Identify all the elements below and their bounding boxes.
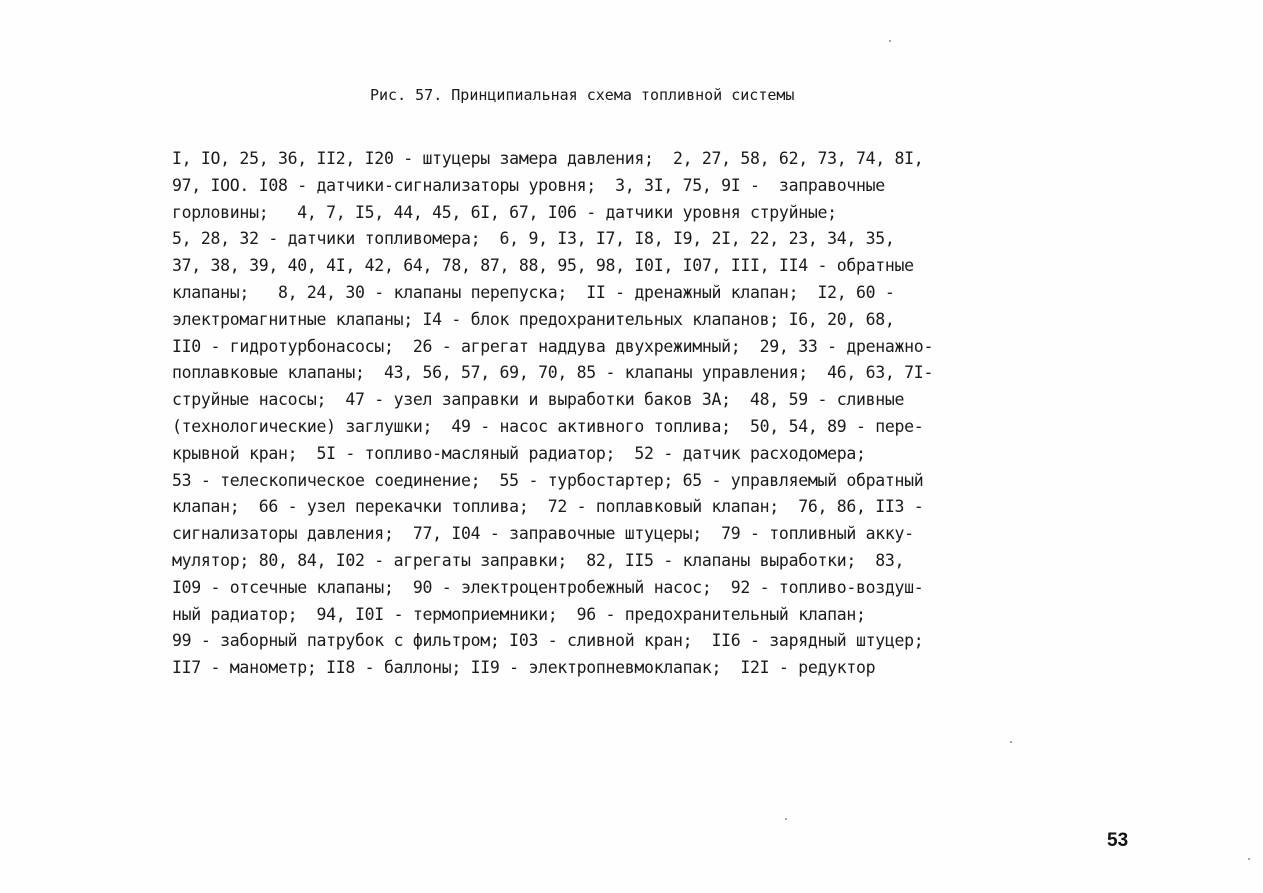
page-number: 53 — [1107, 830, 1129, 851]
legend-line-15: сигнализаторы давления; 77, I04 - заправочные штуцеры; 79 - топливный акку- — [172, 524, 914, 544]
figure-caption: Рис. 57. Принципиальная схема топливной системы — [370, 86, 795, 104]
legend-line-4: 5, 28, 32 - датчики топливомера; 6, 9, I3, I7, I8, I9, 2I, 22, 23, 34, 35, — [172, 229, 895, 249]
legend-line-18: ный радиатор; 94, I0I - термоприемники; 96 - предохранительный клапан; — [172, 604, 866, 624]
legend-line-14: клапан; 66 - узел перекачки топлива; 72 - поплавковый клапан; 76, 86, II3 - — [172, 497, 924, 517]
legend-line-2: 97, IOO. I08 - датчики-сигнализаторы уровня; 3, 3I, 75, 9I - заправочные — [172, 175, 885, 195]
legend-line-17: I09 - отсечные клапаны; 90 - электроцентробежный насос; 92 - топливо-воздуш- — [172, 577, 924, 597]
scan-speck — [889, 40, 891, 42]
legend-line-16: мулятор; 80, 84, I02 - агрегаты заправки; 82, II5 - клапаны выработки; 83, — [172, 550, 905, 570]
legend-line-6: клапаны; 8, 24, 30 - клапаны перепуска; II - дренажный клапан; I2, 60 - — [172, 282, 895, 302]
legend-line-9: поплавковые клапаны; 43, 56, 57, 69, 70, 85 - клапаны управления; 46, 63, 7I- — [172, 363, 934, 383]
scan-speck — [785, 818, 787, 820]
legend-line-3: горловины; 4, 7, I5, 44, 45, 6I, 67, I06 - датчики уровня струйные; — [172, 202, 837, 222]
scan-speck — [1010, 741, 1012, 743]
legend-line-19: 99 - заборный патрубок с фильтром; I03 - сливной кран; II6 - зарядный штуцер; — [172, 631, 924, 651]
scan-speck — [1248, 858, 1250, 860]
legend-line-13: 53 - телескопическое соединение; 55 - турбостартер; 65 - управляемый обратный — [172, 470, 924, 490]
legend-line-8: II0 - гидротурбонасосы; 26 - агрегат наддува двухрежимный; 29, 33 - дренажно- — [172, 336, 934, 356]
legend-line-10: струйные насосы; 47 - узел заправки и выработки баков ЗА; 48, 59 - сливные — [172, 390, 905, 410]
legend-line-7: электромагнитные клапаны; I4 - блок предохранительных клапанов; I6, 20, 68, — [172, 309, 895, 329]
legend-line-5: 37, 38, 39, 40, 4I, 42, 64, 78, 87, 88, 95, 98, I0I, I07, III, II4 - обратные — [172, 256, 914, 276]
legend-line-20: II7 - манометр; II8 - баллоны; II9 - электропневмоклапак; I2I - редуктор — [172, 658, 876, 678]
legend-line-12: крывной кран; 5I - топливо-масляный радиатор; 52 - датчик расходомера; — [172, 443, 866, 463]
legend-line-1: I, IO, 25, 36, II2, I20 - штуцеры замера давления; 2, 27, 58, 62, 73, 74, 8I, — [172, 149, 924, 168]
legend-text-block — [172, 146, 1172, 682]
legend-line-11: (технологические) заглушки; 49 - насос активного топлива; 50, 54, 89 - пере- — [172, 416, 924, 436]
